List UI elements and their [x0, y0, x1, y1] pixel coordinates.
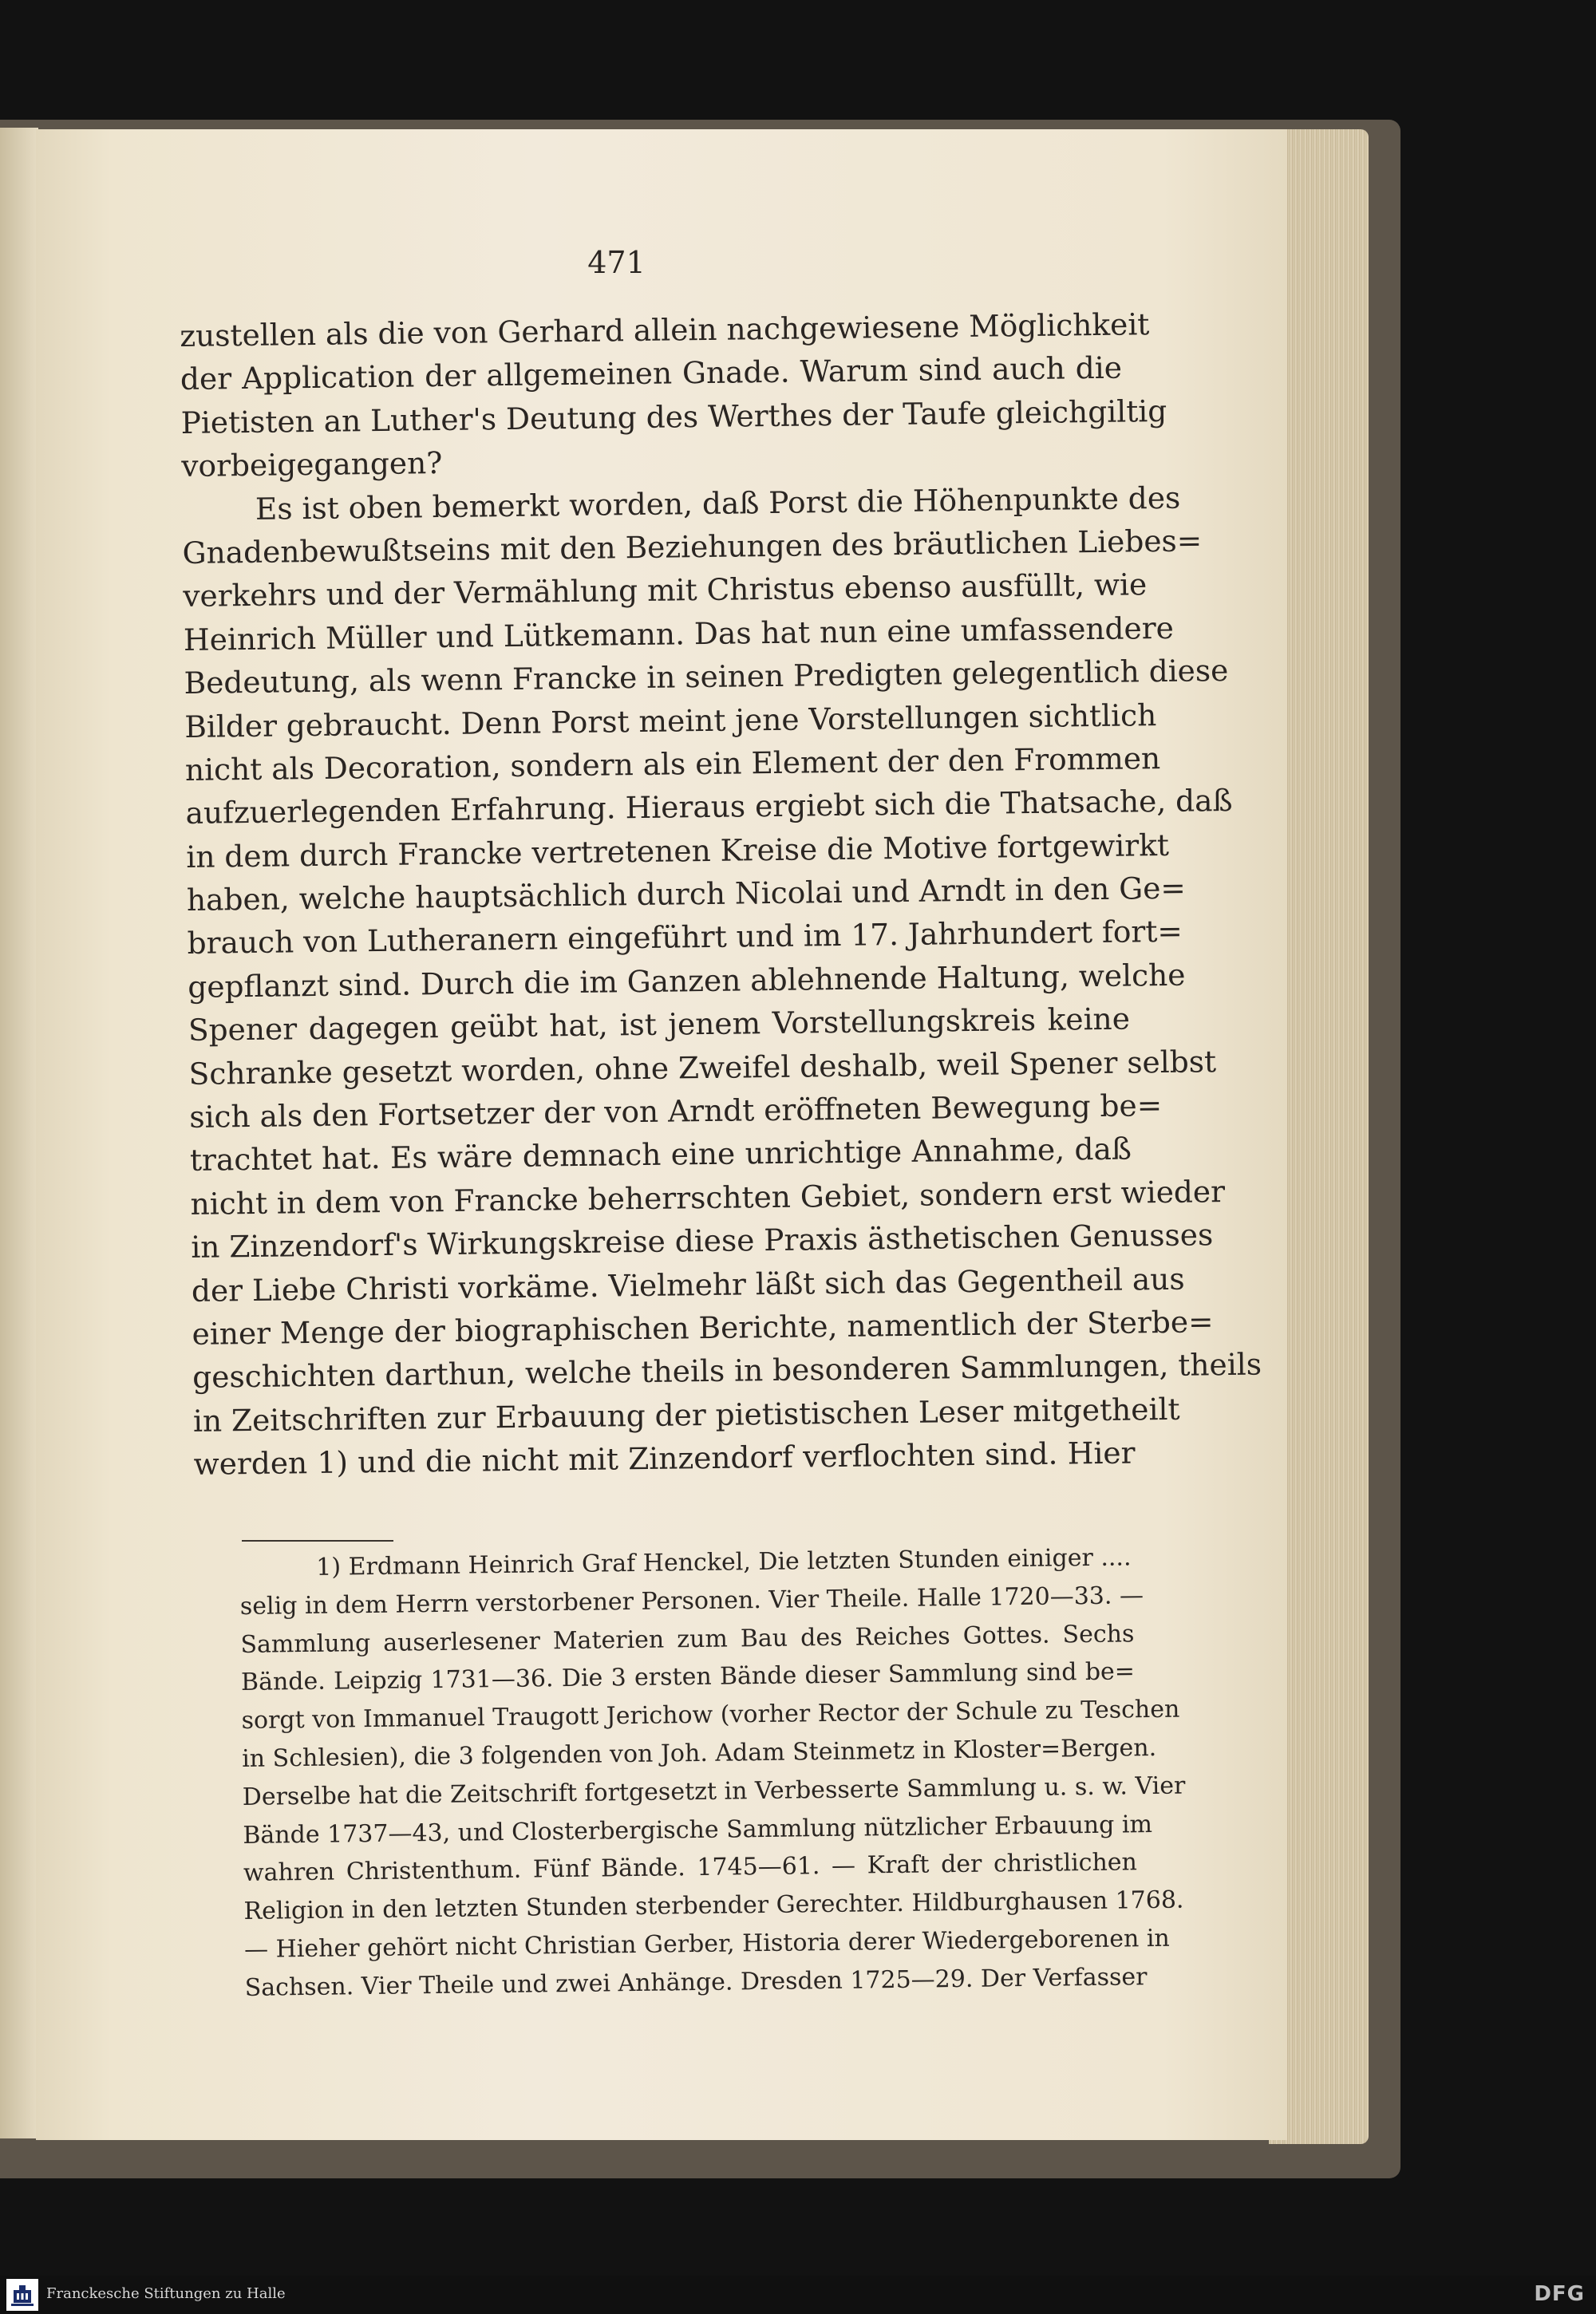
body-line: nicht als Decoration, sondern als ein Element der den Frommen — [184, 740, 1161, 788]
body-line: einer Menge der biographischen Berichte, namentlich der Sterbe= — [192, 1304, 1214, 1352]
footnote-line: Sachsen. Vier Theile und zwei Anhänge. Dresden 1725—29. Der Verfasser — [244, 1962, 1148, 2002]
body-line: werden 1) und die nicht mit Zinzendorf verflochten sind. Hier — [193, 1435, 1136, 1483]
body-line: in Zeitschriften zur Erbauung der pietistischen Leser mitgetheilt — [192, 1391, 1180, 1439]
body-line: aufzuerlegenden Erfahrung. Hieraus ergiebt sich die Thatsache, daß — [185, 783, 1233, 831]
book-page — [36, 129, 1287, 2140]
footnote-line: sorgt von Immanuel Traugott Jerichow (vorher Rector der Schule zu Teschen — [241, 1695, 1180, 1736]
body-line: gepflanzt sind. Durch die im Ganzen ablehnende Haltung, welche — [188, 957, 1186, 1005]
footnote-line: — Hieher gehört nicht Christian Gerber, Historia derer Wiedergeborenen in — [243, 1924, 1170, 1964]
body-text — [180, 303, 1262, 1487]
institution-logo-icon — [6, 2279, 38, 2311]
body-line: vorbeigegangen? — [181, 445, 443, 484]
footnote-line: Religion in den letzten Stunden sterbender Gerechter. Hildburghausen 1768. — [243, 1886, 1184, 1926]
body-line: haben, welche hauptsächlich durch Nicolai und Arndt in den Ge= — [186, 870, 1187, 918]
body-line: Pietisten an Luther's Deutung des Werthes der Taufe gleichgiltig — [180, 393, 1167, 440]
body-line: der Liebe Christi vorkäme. Vielmehr läßt sich das Gegentheil aus — [191, 1261, 1185, 1309]
footnote-line: 1) Erdmann Heinrich Graf Henckel, Die letzten Stunden einiger .... — [316, 1543, 1132, 1581]
footnote-divider — [242, 1540, 393, 1542]
footnote-line: Bände 1737—43, und Closterbergische Sammlung nützlicher Erbauung im — [243, 1810, 1153, 1850]
body-line: verkehrs und der Vermählung mit Christus ebenso ausfüllt, wie — [183, 567, 1148, 614]
body-line: Bilder gebraucht. Denn Porst meint jene Vorstellungen sichtlich — [184, 697, 1157, 744]
body-line: trachtet hat. Es wäre demnach eine unrichtige Annahme, daß — [189, 1131, 1132, 1179]
dfg-mark: DFG — [1534, 2282, 1585, 2306]
body-line: sich als den Fortsetzer der von Arndt eröffneten Bewegung be= — [189, 1088, 1163, 1135]
body-line: Schranke gesetzt worden, ohne Zweifel deshalb, weil Spener selbst — [188, 1043, 1217, 1092]
footnote-line: Bände. Leipzig 1731—36. Die 3 ersten Bände dieser Sammlung sind be= — [240, 1657, 1136, 1697]
body-line: in dem durch Francke vertretenen Kreise die Motive fortgewirkt — [186, 827, 1170, 875]
body-line: der Application der allgemeinen Gnade. Warum sind auch die — [180, 349, 1123, 397]
footnote-line: in Schlesien), die 3 folgenden von Joh. Adam Steinmetz in Kloster=Bergen. — [241, 1733, 1157, 1773]
body-line: in Zinzendorf's Wirkungskreise diese Praxis ästhetischen Genusses — [191, 1217, 1214, 1266]
body-line: Bedeutung, als wenn Francke in seinen Predigten gelegentlich diese — [184, 653, 1229, 701]
left-page-edge — [0, 128, 38, 2138]
body-line: geschichten darthun, welche theils in besonderen Sammlungen, theils — [192, 1346, 1262, 1396]
body-line: Heinrich Müller und Lütkemann. Das hat nun eine umfassendere — [183, 610, 1175, 657]
body-line: Spener dagegen geübt hat, ist jenem Vorstellungskreis keine — [188, 1001, 1131, 1048]
footnote-line: selig in dem Herrn verstorbener Personen. Vier Theile. Halle 1720—33. — — [239, 1581, 1144, 1621]
page-number: 471 — [587, 245, 646, 280]
institution-credit: Franckesche Stiftungen zu Halle — [46, 2285, 286, 2302]
footnote-line: Derselbe hat die Zeitschrift fortgesetzt in Verbesserte Sammlung u. s. w. Vier — [242, 1771, 1186, 1811]
body-line: nicht in dem von Francke beherrschten Gebiet, sondern erst wieder — [190, 1173, 1226, 1222]
footnote-line: wahren Christenthum. Fünf Bände. 1745—61. — Kraft der christlichen — [243, 1848, 1138, 1888]
body-line: Es ist oben bemerkt worden, daß Porst die Höhenpunkte des — [255, 480, 1181, 527]
body-line: zustellen als die von Gerhard allein nachgewiesene Möglichkeit — [180, 306, 1150, 353]
footnote-line: Sammlung auserlesener Materien zum Bau des Reiches Gottes. Sechs — [240, 1619, 1135, 1659]
footnotes — [239, 1538, 1186, 2007]
body-line: Gnadenbewußtseins mit den Beziehungen des bräutlichen Liebes= — [182, 523, 1203, 571]
body-line: brauch von Lutheranern eingeführt und im 17. Jahrhundert fort= — [187, 914, 1183, 962]
